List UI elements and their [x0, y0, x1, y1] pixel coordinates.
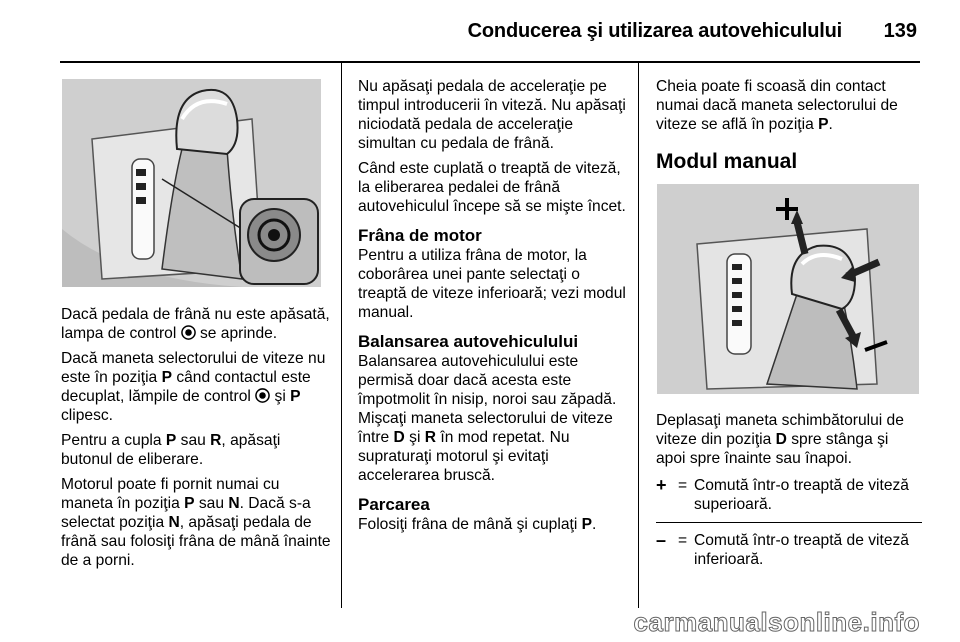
text: şi: [274, 388, 286, 405]
gear-letter: D: [393, 429, 405, 446]
text: Motorul poate fi pornit numai cu maneta în poziţia: [61, 476, 280, 512]
text: şi: [409, 429, 421, 446]
text: când contactul este decuplat, lămpile de control: [61, 369, 311, 405]
brake-warning-lamp-icon: [255, 388, 270, 403]
list-divider: [656, 522, 922, 523]
text: sau: [198, 495, 225, 512]
text: Dacă maneta selectorului de viteze nu este în poziţia: [61, 350, 326, 386]
list-item: [656, 476, 922, 514]
text: .: [828, 116, 833, 133]
gear-letter: P: [161, 369, 172, 386]
text: sau: [180, 432, 206, 449]
header-title: Conducerea şi utilizarea autovehiculului: [467, 20, 842, 42]
list-item-text: Comută într-o treaptă de viteză inferioară.: [694, 532, 909, 568]
gear-letter: P: [165, 432, 177, 449]
paragraph: [61, 431, 333, 469]
brake-warning-lamp-icon: [181, 325, 196, 340]
text: se aprinde.: [199, 325, 278, 342]
paragraph: [61, 349, 333, 425]
list-item: [656, 531, 922, 569]
section-heading-manual-mode: Modul manual: [656, 150, 798, 173]
gear-letter: D: [775, 431, 787, 448]
text: clipesc.: [61, 407, 113, 424]
text: Folosiţi frâna de mână şi cuplaţi: [358, 516, 578, 533]
paragraph: [358, 352, 628, 485]
gear-letter: N: [168, 514, 180, 531]
page-number: 139: [883, 20, 917, 42]
paragraph: Nu apăsaţi pedala de acceleraţie pe timpul introducerii în viteză. Nu apăsaţi niciodată pedala de acceleraţie simultan cu pedala de frână.: [358, 78, 626, 152]
text: Balansarea autovehiculului este permisă doar dacă acesta este împotmolit în nisip, noroi sau zăpadă. Mişcaţi maneta selectorului de viteze între: [358, 353, 617, 446]
plus-icon: +: [656, 475, 667, 495]
gear-selector-illustration: [62, 79, 321, 287]
gear-letter: P: [290, 388, 301, 405]
paragraph: [358, 515, 628, 534]
paragraph: [656, 411, 922, 468]
text: . Dacă s-a selectat poziţia: [61, 495, 311, 531]
manual-mode-illustration: [657, 184, 919, 394]
gear-letter: R: [210, 432, 222, 449]
paragraph: Când este cuplată o treaptă de viteză, la eliberarea pedalei de frână autovehiculul începe să se mişte încet.: [358, 160, 626, 215]
gear-letter: P: [184, 495, 195, 512]
column-divider-1: [341, 63, 342, 608]
text: .: [592, 516, 597, 533]
paragraph: [61, 475, 333, 570]
text: Pentru a cupla: [61, 432, 162, 449]
equals-sign: =: [678, 477, 688, 494]
header-rule: [60, 61, 920, 63]
watermark: carmanualsonline.info: [633, 607, 920, 637]
gear-letter: P: [581, 516, 593, 533]
text: , apăsaţi pedala de frână sau folosiţi frâna de mână înainte de a porni.: [61, 514, 331, 569]
text: , apăsaţi butonul de eliberare.: [61, 432, 281, 468]
equals-sign: =: [678, 532, 688, 549]
text: Dacă pedala de frână nu este apăsată, lampa de control: [61, 306, 330, 342]
section-heading-rocking: Balansarea autovehiculului: [358, 332, 579, 351]
column-2: [358, 77, 628, 540]
list-item-text: Comută într-o treaptă de viteză superioară.: [694, 477, 909, 513]
paragraph: [656, 77, 922, 134]
column-1: [61, 305, 333, 576]
gear-letter: N: [228, 495, 240, 512]
column-3-top: [656, 77, 922, 192]
column-divider-2: [638, 63, 639, 608]
paragraph: [61, 305, 333, 343]
gear-letter: R: [424, 429, 437, 446]
section-heading-engine-brake: Frâna de motor: [358, 226, 482, 245]
text: în mod repetat. Nu supraturaţi motorul şi evitaţi accelerarea bruscă.: [358, 429, 570, 484]
text: spre stânga şi apoi spre înainte sau înapoi.: [656, 431, 889, 467]
section-heading-parking: Parcarea: [358, 495, 430, 514]
minus-icon: –: [656, 530, 667, 550]
gear-letter: P: [818, 116, 829, 133]
paragraph: Pentru a utiliza frâna de motor, la coborârea unei pante selectaţi o treaptă de viteze inferioară; vezi modul manual.: [358, 247, 626, 321]
text: Deplasaţi maneta schimbătorului de viteze din poziţia: [656, 412, 904, 448]
text: Cheia poate fi scoasă din contact numai dacă maneta selectorului de viteze se află în poziţia: [656, 78, 898, 133]
page-header: [0, 0, 960, 54]
column-3-bottom: [656, 411, 922, 569]
